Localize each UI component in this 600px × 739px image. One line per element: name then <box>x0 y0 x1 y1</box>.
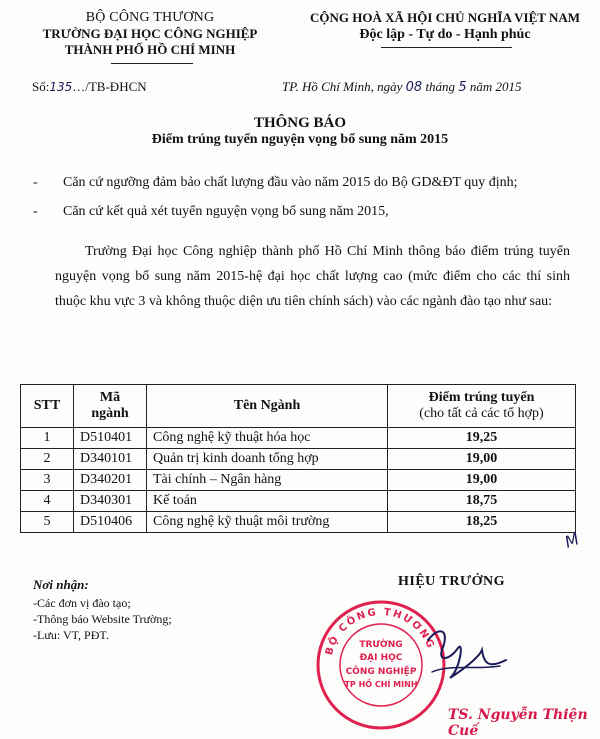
document-number <box>32 79 147 95</box>
cell-stt: 5 <box>21 512 74 533</box>
basis-item: - Căn cứ ngưỡng đảm bảo chất lượng đầu vào năm 2015 do Bộ GD&ĐT quy định; <box>33 175 518 190</box>
date-year: năm 2015 <box>469 79 522 94</box>
basis-item-text: Căn cứ ngưỡng đảm bảo chất lượng đầu vào năm 2015 do Bộ GD&ĐT quy định; <box>63 175 518 190</box>
cell-stt: 2 <box>21 449 74 470</box>
date-day: 08 <box>405 80 423 95</box>
date-month: 5 <box>458 80 467 95</box>
stamp-line1: TRƯỜNG <box>359 640 403 650</box>
handwritten-initial: M <box>562 529 582 552</box>
recipient-item: -Các đơn vị đào tạo; <box>33 596 131 610</box>
issuer-header <box>0 10 300 58</box>
ministry-name: BỘ CÔNG THƯƠNG <box>85 10 215 25</box>
date-month-label: tháng <box>425 79 456 94</box>
national-header <box>300 10 590 44</box>
motto-underline <box>381 47 512 48</box>
recipient-item: -Thông báo Website Trường; <box>33 612 172 626</box>
country-name: CỘNG HOÀ XÃ HỘI CHỦ NGHĨA VIỆT NAM <box>309 10 581 25</box>
signer-title: HIỆU TRƯỞNG <box>398 574 506 589</box>
cell-ma: D340201 <box>74 470 147 491</box>
cell-stt: 4 <box>21 491 74 512</box>
header-diem-title: Điểm trúng tuyển <box>428 390 535 405</box>
cell-ten: Quản trị kinh doanh tổng hợp <box>147 449 388 470</box>
announcement-paragraph <box>55 239 570 314</box>
school-name-line1: TRƯỜNG ĐẠI HỌC CÔNG NGHIỆP <box>42 26 258 41</box>
table-row <box>21 512 576 533</box>
doc-number-handwritten: 135 <box>49 80 73 94</box>
table-row <box>21 470 576 491</box>
table-row <box>21 428 576 449</box>
document-title: THÔNG BÁO <box>253 115 347 131</box>
table-row <box>21 491 576 512</box>
basis-item-text: Căn cứ kết quả xét tuyển nguyện vọng bổ sung năm 2015, <box>63 204 389 219</box>
cell-ma: D510401 <box>74 428 147 449</box>
doc-number-suffix: …/TB-ĐHCN <box>72 79 147 94</box>
cell-diem: 19,00 <box>388 470 576 491</box>
stamp-ring-text: BỘ CÔNG THƯƠNG <box>323 606 437 657</box>
stamp-line4: TP HỒ CHÍ MINH <box>344 680 418 689</box>
header-ten-nganh: Tên Ngành <box>147 385 388 428</box>
school-name-line2: THÀNH PHỐ HỒ CHÍ MINH <box>64 42 236 57</box>
table-header-row <box>21 385 576 428</box>
recipients-title: Nơi nhận: <box>33 577 89 592</box>
header-diem <box>388 385 576 428</box>
cell-ma: D340101 <box>74 449 147 470</box>
document-subtitle: Điểm trúng tuyển nguyện vọng bổ sung năm 2015 <box>151 132 449 147</box>
cell-ma: D510406 <box>74 512 147 533</box>
cell-ten: Kế toán <box>147 491 388 512</box>
header-ma-nganh <box>74 385 147 428</box>
announcement-text: Trường Đại học Công nghiệp thành phố Hồ Chí Minh thông báo điểm trúng tuyển nguyện vọng bổ sung năm 2015-hệ đại học chất lượng cao (mức điểm cho các thí sinh thuộc khu vực 3 và không thuộc diện ưu tiên chính sách) vào các ngành đào tạo như sau: <box>55 244 570 309</box>
stamp-line2: ĐẠI HỌC <box>359 653 403 663</box>
table-row <box>21 449 576 470</box>
national-motto: Độc lập - Tự do - Hạnh phúc <box>359 27 531 42</box>
stamp-line3: CÔNG NGHIỆP <box>345 667 417 677</box>
basis-item: - Căn cứ kết quả xét tuyển nguyện vọng bổ sung năm 2015, <box>33 204 389 219</box>
cell-ma: D340301 <box>74 491 147 512</box>
issuer-underline <box>111 63 193 64</box>
stamp-inner-ring <box>340 624 422 706</box>
date-line <box>282 79 521 95</box>
cell-diem: 19,25 <box>388 428 576 449</box>
header-ma-line2: ngành <box>91 406 129 421</box>
header-diem-subtitle: (cho tất cả các tổ hợp) <box>419 406 544 421</box>
header-ma-line1: Mã <box>99 390 121 405</box>
recipient-item: -Lưu: VT, PĐT. <box>33 628 109 642</box>
cell-diem: 18,25 <box>388 512 576 533</box>
signature-scribble <box>420 620 510 690</box>
cell-stt: 1 <box>21 428 74 449</box>
cell-stt: 3 <box>21 470 74 491</box>
date-place: TP. Hồ Chí Minh, ngày <box>282 79 403 94</box>
doc-number-prefix: Số: <box>32 79 50 94</box>
cell-ten: Công nghệ kỹ thuật môi trường <box>147 512 388 533</box>
cell-ten: Tài chính – Ngân hàng <box>147 470 388 491</box>
cell-diem: 18,75 <box>388 491 576 512</box>
cell-ten: Công nghệ kỹ thuật hóa học <box>147 428 388 449</box>
admission-scores-table <box>20 384 576 533</box>
cell-diem: 19,00 <box>388 449 576 470</box>
signer-name: TS. Nguyễn Thiện Cuế <box>448 707 588 739</box>
header-stt: STT <box>21 385 74 428</box>
